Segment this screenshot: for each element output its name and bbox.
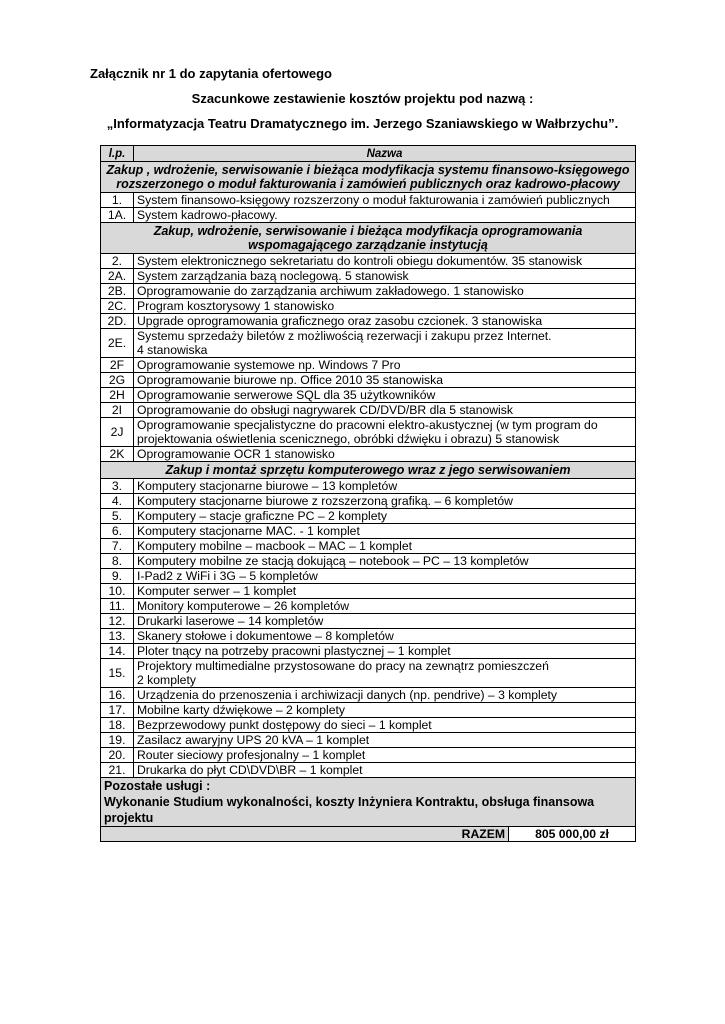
table-row [101,748,636,763]
row-description: Oprogramowanie OCR 1 stanowisko [134,447,636,462]
table-row [101,208,636,223]
table-row [101,329,636,358]
row-number: 1. [101,193,134,208]
row-description: Oprogramowanie do zarządzania archiwum zakładowego. 1 stanowisko [134,284,636,299]
table-row [101,733,636,748]
table-row [101,447,636,462]
row-description: Skanery stołowe i dokumentowe – 8 kompletów [134,629,636,644]
table-row [101,509,636,524]
cost-table [100,145,636,842]
section-title: Zakup i montaż sprzętu komputerowego wraz z jego serwisowaniem [101,462,636,479]
section-title: Zakup, wdrożenie, serwisowanie i bieżąca modyfikacja oprogramowania wspomagającego zarządzanie instytucją [101,223,636,254]
row-description: Komputery mobilne – macbook – MAC – 1 komplet [134,539,636,554]
row-description: Program kosztorysowy 1 stanowisko [134,299,636,314]
table-row [101,614,636,629]
row-number: 3. [101,479,134,494]
row-number: 2C. [101,299,134,314]
row-description: Oprogramowanie biurowe np. Office 2010 35 stanowiska [134,373,636,388]
table-row [101,644,636,659]
row-number: 2D. [101,314,134,329]
other-services-cell [101,778,636,827]
table-row [101,584,636,599]
total-row [101,827,636,842]
table-row [101,718,636,733]
table-row [101,659,636,688]
row-description: System finansowo-księgowy rozszerzony o moduł fakturowania i zamówień publicznych [134,193,636,208]
row-number: 20. [101,748,134,763]
row-number: 2H [101,388,134,403]
table-row [101,373,636,388]
row-number: 2A. [101,269,134,284]
table-row [101,479,636,494]
row-number: 2. [101,254,134,269]
document-subtitle: Szacunkowe zestawienie kosztów projektu pod nazwą : [191,91,534,106]
row-number: 9. [101,569,134,584]
table-row [101,284,636,299]
row-number: 18. [101,718,134,733]
row-number: 2J [101,418,134,447]
row-number: 10. [101,584,134,599]
table-body [101,162,636,842]
row-number: 2K [101,447,134,462]
table-row [101,403,636,418]
table-row [101,629,636,644]
row-number: 17. [101,703,134,718]
table-header-row [101,146,636,162]
table-row [101,703,636,718]
row-number: 2B. [101,284,134,299]
row-description: Zasilacz awaryjny UPS 20 kVA – 1 komplet [134,733,636,748]
row-description: Monitory komputerowe – 26 kompletów [134,599,636,614]
row-description: Oprogramowanie do obsługi nagrywarek CD/DVD/BR dla 5 stanowisk [134,403,636,418]
table-row [101,539,636,554]
row-description: System elektronicznego sekretariatu do kontroli obiegu dokumentów. 35 stanowisk [134,254,636,269]
row-number: 2F [101,358,134,373]
row-description: Komputery – stacje graficzne PC – 2 komplety [134,509,636,524]
row-description: Komputer serwer – 1 komplet [134,584,636,599]
row-description: Drukarki laserowe – 14 kompletów [134,614,636,629]
section-header-row [101,462,636,479]
other-services-row [101,778,636,827]
row-description: Router sieciowy profesjonalny – 1 komplet [134,748,636,763]
row-description: System zarządzania bazą noclegową. 5 stanowisk [134,269,636,284]
row-number: 8. [101,554,134,569]
row-number: 11. [101,599,134,614]
row-number: 4. [101,494,134,509]
table-row [101,254,636,269]
row-description: Upgrade oprogramowania graficznego oraz zasobu czcionek. 3 stanowiska [134,314,636,329]
row-description: System kadrowo-płacowy. [134,208,636,223]
row-number: 16. [101,688,134,703]
row-number: 7. [101,539,134,554]
row-description: Komputery stacjonarne biurowe z rozszerzoną grafiką. – 6 kompletów [134,494,636,509]
row-description: Oprogramowanie serwerowe SQL dla 35 użytkowników [134,388,636,403]
row-description: Komputery stacjonarne biurowe – 13 kompletów [134,479,636,494]
table-row [101,569,636,584]
table-row [101,554,636,569]
other-services-title: Pozostałe usługi : [104,779,211,793]
row-number: 1A. [101,208,134,223]
row-description: Projektory multimedialne przystosowane do pracy na zewnątrz pomieszczeń 2 komplety [134,659,636,688]
table-row [101,599,636,614]
row-number: 2E. [101,329,134,358]
column-header-lp: l.p. [101,146,134,162]
other-services-text: Wykonanie Studium wykonalności, koszty Inżyniera Kontraktu, obsługa finansowa projektu [104,795,595,825]
table-row [101,314,636,329]
attachment-title: Załącznik nr 1 do zapytania ofertowego [90,66,332,81]
table-row [101,688,636,703]
section-header-row [101,162,636,193]
table-row [101,494,636,509]
table-row [101,299,636,314]
row-number: 21. [101,763,134,778]
row-description: Mobilne karty dźwiękowe – 2 komplety [134,703,636,718]
table-row [101,418,636,447]
column-header-name: Nazwa [134,146,636,162]
total-label: RAZEM [101,827,509,842]
row-description: Oprogramowanie systemowe np. Windows 7 Pro [134,358,636,373]
row-description: Urządzenia do przenoszenia i archiwizacji danych (np. pendrive) – 3 komplety [134,688,636,703]
row-number: 2G [101,373,134,388]
table-row [101,763,636,778]
row-description: Drukarka do płyt CD\DVD\BR – 1 komplet [134,763,636,778]
row-number: 15. [101,659,134,688]
table-row [101,388,636,403]
table-row [101,193,636,208]
table-row [101,358,636,373]
table-row [101,524,636,539]
row-description: Komputery stacjonarne MAC. - 1 komplet [134,524,636,539]
row-description: Ploter tnący na potrzeby pracowni plastycznej – 1 komplet [134,644,636,659]
row-description: Bezprzewodowy punkt dostępowy do sieci – 1 komplet [134,718,636,733]
row-description: Komputery mobilne ze stacją dokującą – notebook – PC – 13 kompletów [134,554,636,569]
row-number: 5. [101,509,134,524]
row-number: 12. [101,614,134,629]
project-name: „Informatyzacja Teatru Dramatycznego im. Jerzego Szaniawskiego w Wałbrzychu”. [106,116,619,131]
row-number: 2I [101,403,134,418]
section-header-row [101,223,636,254]
row-number: 6. [101,524,134,539]
row-description: Systemu sprzedaży biletów z możliwością rezerwacji i zakupu przez Internet. 4 stanowiska [134,329,636,358]
row-description: I-Pad2 z WiFi i 3G – 5 kompletów [134,569,636,584]
row-number: 14. [101,644,134,659]
row-description: Oprogramowanie specjalistyczne do pracowni elektro-akustycznej (w tym program do projektowania oświetlenia scenicznego, obróbki dźwięku i obrazu) 5 stanowisk [134,418,636,447]
table-row [101,269,636,284]
row-number: 13. [101,629,134,644]
total-value: 805 000,00 zł [509,827,636,842]
section-title: Zakup , wdrożenie, serwisowanie i bieżąca modyfikacja systemu finansowo-księgowego rozszerzonego o moduł fakturowania i zamówień publicznych oraz kadrowo-płacowy [101,162,636,193]
row-number: 19. [101,733,134,748]
